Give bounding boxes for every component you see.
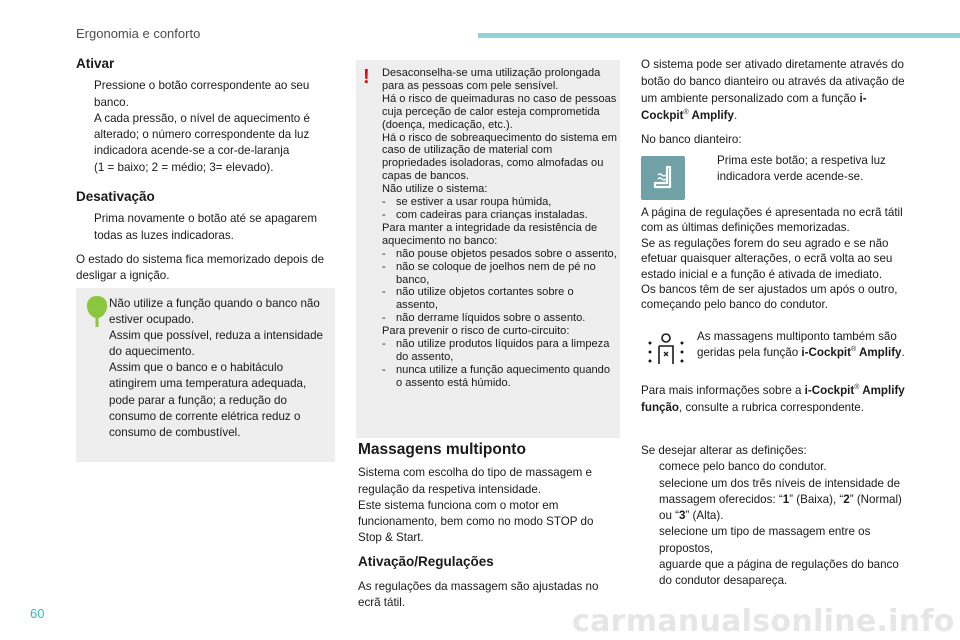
list-item: - nunca utilize a função aquecimento quando o assento está húmido.	[382, 363, 611, 389]
list-item: - não se coloque de joelhos nem de pé no banco,	[382, 260, 596, 286]
warning-text: Desaconselha-se uma utilização prolongada para as pessoas com pele sensível. Há o risco de queimaduras no caso de pessoas cuja perceção de calor esteja comprometida (doença, medicação, etc.). Há o risco de sobreaquecimento do sistema em caso de utilização de material com propriedades isoladoras, como almofadas ou capas de bancos. Não utilize o sistema: - se estiver a usar roupa húmida, - com cadeiras para crianças instaladas. Para manter a integridade da resistência de aquecimento no banco: - não pouse objetos pesados sobre o assento, - não se coloque de joelhos nem de pé no banco, - não utilize objetos cortantes sobre o assento, - não derrame líquidos sobre o assento. Para prevenir o risco de curto-circuito: - não utilize produtos líquidos para a limpeza do assento, - nunca utilize a função aquecimento quando o assento está húmido.	[382, 67, 617, 389]
list-item: - se estiver a usar roupa húmida,	[382, 196, 552, 209]
massage-heading: Massagens multiponto	[358, 441, 526, 458]
list-item: selecione um tipo de massagem entre os propostos,	[659, 525, 871, 555]
list-item: - não utilize produtos líquidos para a limpeza do assento,	[382, 338, 610, 363]
eco-note-box	[76, 288, 335, 462]
list-item: - não utilize objetos cortantes sobre o assento,	[382, 286, 574, 312]
list-item: Prima novamente o botão até se apagarem todas as luzes indicadoras.	[94, 212, 317, 242]
massage-seat-icon	[641, 156, 685, 200]
warning-box	[356, 60, 620, 438]
column-3	[641, 56, 905, 148]
heating-levels: (1 = baixo; 2 = médio; 3= elevado).	[94, 160, 274, 174]
leaf-icon	[84, 294, 110, 328]
massage-text: Sistema com escolha do tipo de massagem e regulação da respetiva intensidade. Este sistema funciona com o motor em funcionamento, bem como no modo STOP do Stop & Start.	[358, 466, 594, 545]
massage-person-icon	[646, 332, 686, 366]
list-item: A cada pressão, o nível de aquecimento é alterado; o número correspondente da luz indicadora acende-se a cor-de-laranja (1 = baixo; 2 = médio; 3= elevado).	[94, 111, 310, 174]
memory-text: O estado do sistema fica memorizado depois de desligar a ignição.	[76, 252, 325, 283]
header-bar	[478, 33, 960, 38]
deactivate-heading: Desativação	[76, 189, 155, 205]
massage-managed-text: As massagens multiponto também são geridas pela função i-Cockpit® Amplify.	[697, 330, 905, 360]
list-item: aguarde que a página de regulações do banco do condutor desapareça.	[659, 558, 899, 588]
settings-text: As regulações da massagem são ajustadas no ecrã tátil.	[358, 580, 599, 610]
section-title: Ergonomia e conforto	[76, 26, 201, 41]
more-info-text: Para mais informações sobre a i-Cockpit® Amplify função, consulte a rubrica correspondente.	[641, 384, 905, 414]
settings-page-text: A página de regulações é apresentada no ecrã tátil com as últimas definições memorizadas. Se as regulações forem do seu agrado e se não efetuar quaisquer alterações, o ecrã volta ao seu estado inicial e a função é ativada de imediato. Os bancos têm de ser ajustados um após o outro, começando pelo banco do condutor.	[641, 206, 903, 312]
settings-heading: Ativação/Regulações	[358, 553, 494, 569]
exclamation-icon: !	[363, 66, 370, 88]
eco-note-text: Não utilize a função quando o banco não estiver ocupado. Assim que possível, reduza a intensidade do aquecimento. Assim que o banco e o habitáculo atingirem uma temperatura adequada, pode parar a função; a redução do consumo de corrente elétrica reduz o consumo de combustível.	[109, 297, 323, 439]
activate-heading: Ativar	[76, 56, 115, 71]
list-item: comece pelo banco do condutor.	[659, 460, 827, 474]
list-item: - com cadeiras para crianças instaladas.	[382, 208, 588, 221]
change-settings: Se desejar alterar as definições: comece pelo banco do condutor. selecione um dos três níveis de intensidade de massagem oferecidos: “1” (Baixa), “2” (Normal) ou “3” (Alta). selecione um tipo de massagem entre os propostos, aguarde que a página de regulações do banco do condutor desapareça.	[641, 443, 907, 590]
list-item: Prima este botão; a respetiva luz indicadora verde acende-se.	[717, 154, 886, 184]
front-seat-label: No banco dianteiro:	[641, 133, 742, 146]
watermark: carmanualsonline.info	[572, 604, 955, 639]
list-item: - não pouse objetos pesados sobre o assento,	[382, 247, 617, 260]
page-number: 60	[30, 606, 45, 621]
column-1	[76, 56, 334, 285]
list-item: Pressione o botão correspondente ao seu banco.	[94, 79, 310, 109]
massage-section	[358, 442, 620, 612]
list-item: selecione um dos três níveis de intensidade de massagem oferecidos: “1” (Baixa), “2” (Normal) ou “3” (Alta).	[659, 476, 902, 523]
list-item: - não derrame líquidos sobre o assento.	[382, 312, 586, 325]
intro-text: O sistema pode ser ativado diretamente através do botão do banco dianteiro ou através da ativação de um ambiente personalizado com a função i-Cockpit® Amplify.	[641, 58, 905, 122]
